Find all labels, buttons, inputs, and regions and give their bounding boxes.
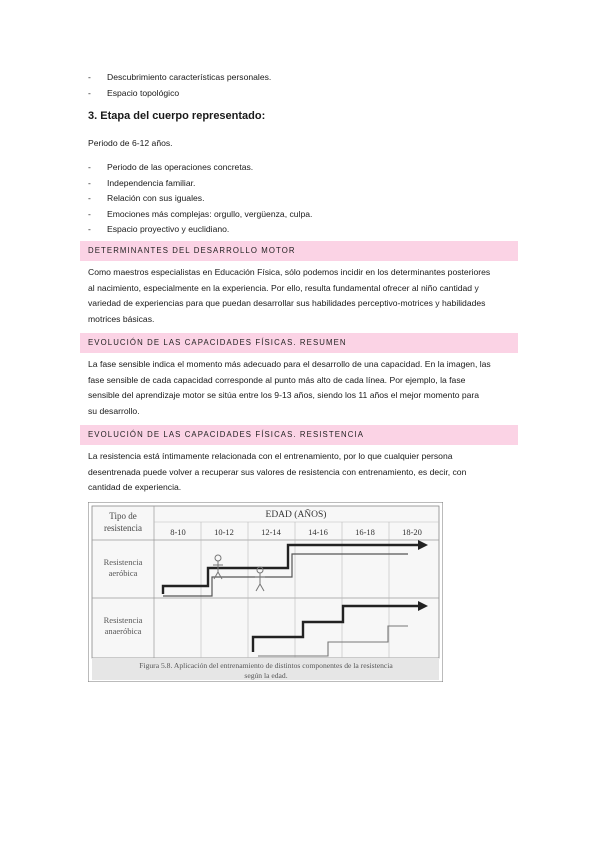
list-item: - Espacio proyectivo y euclidiano. — [88, 224, 230, 234]
age-label: 18-20 — [402, 527, 422, 537]
list-mid — [88, 160, 312, 238]
age-header: EDAD (AÑOS) — [265, 510, 327, 520]
paragraph-resistencia: La resistencia está íntimamente relacionada con el entrenamiento, por lo que cualquier persona desentrenada puede volver a recuperar sus valores de resistencia con entrenamiento, es decir, con cantidad de experiencia. — [88, 451, 467, 492]
age-label: 16-18 — [355, 527, 375, 537]
age-label: 8-10 — [170, 527, 186, 537]
list-item: - Emociones más complejas: orgullo, vergüenza, culpa. — [88, 208, 313, 219]
row-label-anaerobica: Resistencia — [103, 615, 143, 625]
paragraph-determinantes: Como maestros especialistas en Educación Física, sólo podemos incidir en los determinantes posteriores al nacimiento, especialmente en la experiencia. Por ello, resulta fundamental ofrecer al niño cantidad y variedad de experiencias para que puedan desarrollar sus habilidades perceptivo-motrices y habilidades motrices básicas. — [88, 267, 491, 324]
corner-label: resistencia — [104, 523, 142, 533]
section-band-resumen: EVOLUCIÓN DE LAS CAPACIDADES FÍSICAS. RESUMEN — [80, 333, 518, 353]
row-label-aerobica: Resistencia — [103, 557, 143, 567]
list-top — [88, 70, 271, 101]
paragraph-resumen: La fase sensible indica el momento más adecuado para el desarrollo de una capacidad. En la imagen, las fase sensible de cada capacidad corresponde al punto más alto de cada línea. Por ejemplo, la fase sensible del aprendizaje motor se sitúa entre los 9-13 años, siendo los 11 años el mejor momento para su desarrollo. — [88, 359, 491, 416]
row-label-anaerobica: anaeróbica — [104, 626, 142, 636]
section-heading: 3. Etapa del cuerpo representado: — [88, 110, 266, 122]
resistance-diagram — [88, 502, 443, 682]
list-item: - Espacio topológico — [88, 87, 180, 98]
list-item: - Descubrimiento características personales. — [88, 72, 272, 82]
age-label: 14-16 — [308, 527, 328, 537]
list-item: - Independencia familiar. — [88, 177, 196, 188]
age-label: 10-12 — [214, 527, 234, 537]
periodo-text: Periodo de 6-12 años. — [88, 138, 173, 148]
list-item: - Relación con sus iguales. — [88, 193, 205, 203]
corner-label: Tipo de — [109, 511, 137, 521]
row-label-aerobica: aeróbica — [108, 568, 138, 578]
section-band-determinantes: DETERMINANTES DEL DESARROLLO MOTOR — [80, 241, 518, 261]
age-label: 12-14 — [261, 527, 281, 537]
figure-caption: según la edad. — [244, 671, 288, 680]
figure-caption: Figura 5.8. Aplicación del entrenamiento de distintos componentes de la resistencia — [139, 661, 393, 670]
resistance-figure — [88, 502, 443, 682]
list-item: - Periodo de las operaciones concretas. — [88, 162, 254, 172]
section-band-resistencia: EVOLUCIÓN DE LAS CAPACIDADES FÍSICAS. RESISTENCIA — [80, 425, 518, 445]
